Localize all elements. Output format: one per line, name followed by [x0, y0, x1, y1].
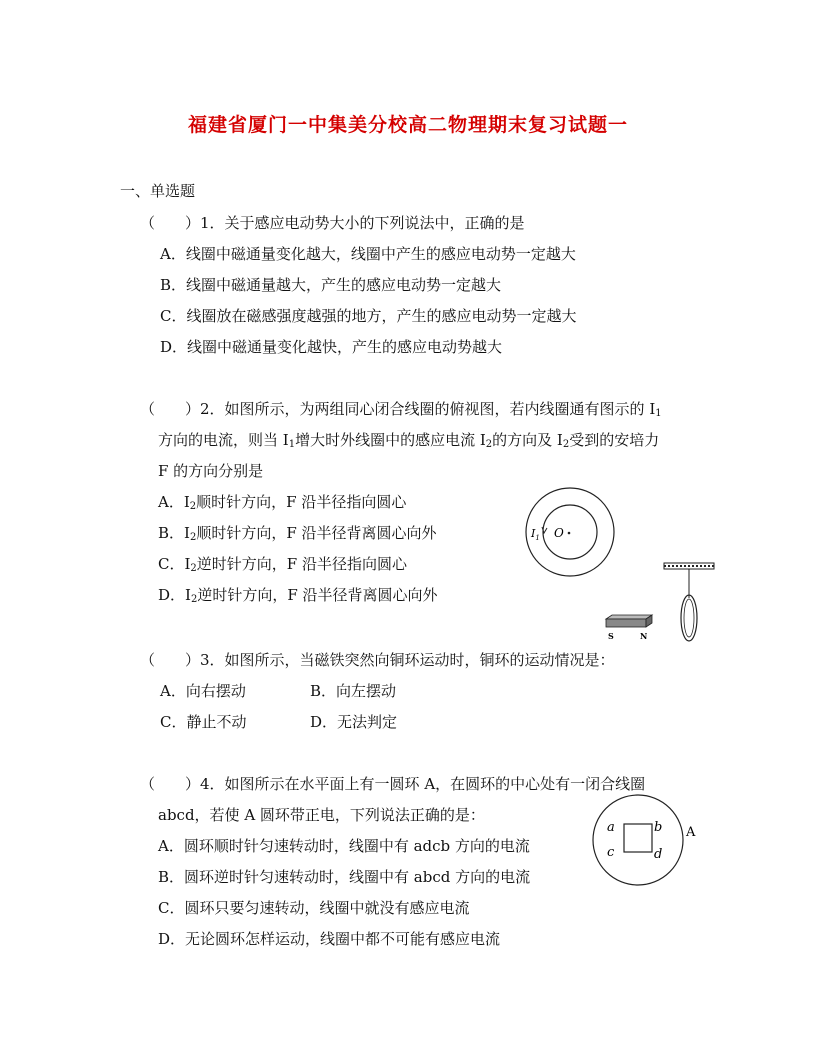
question-4-stem-line2: abcd，若使 A 圆环带正电，下列说法正确的是：: [158, 806, 485, 824]
label-b: b: [654, 820, 663, 835]
question-2-stem-line1: （ ）2．如图所示，为两组同心闭合线圈的俯视图，若内线圈通有图示的 $I_1$: [140, 400, 662, 419]
center-dot: [568, 532, 571, 535]
question-3-option-c: C．静止不动: [160, 713, 247, 731]
copper-ring: [681, 595, 697, 641]
label-s: S: [608, 631, 614, 641]
question-2-option-c: C．$I_2$逆时针方向，F 沿半径指向圆心: [158, 555, 407, 574]
question-1-option-a: A．线圈中磁通量变化越大，线圈中产生的感应电动势一定越大: [160, 245, 576, 263]
magnet-ring-figure: [600, 560, 725, 648]
question-4-option-d: D．无论圆环怎样运动，线圈中都不可能有感应电流: [158, 930, 501, 948]
copper-ring-inner: [684, 599, 694, 637]
question-1-option-d: D．线圈中磁通量变化越快，产生的感应电动势越大: [160, 338, 503, 356]
question-3-stem: （ ）3．如图所示，当磁铁突然向铜环运动时，铜环的运动情况是：: [140, 651, 615, 669]
label-a: a: [607, 820, 615, 835]
question-3-option-a: A．向右摆动: [160, 682, 246, 700]
ring-a: [593, 795, 683, 885]
question-2-stem-line3: F 的方向分别是: [158, 462, 264, 480]
magnet-top: [606, 615, 652, 619]
question-2-option-d: D．$I_2$逆时针方向，F 沿半径背离圆心向外: [158, 586, 438, 605]
question-4-option-b: B．圆环逆时针匀速转动时，线圈中有 abcd 方向的电流: [158, 868, 531, 886]
question-1-option-b: B．线圈中磁通量越大，产生的感应电动势一定越大: [160, 276, 502, 294]
label-o: O: [554, 526, 564, 540]
question-2-option-a: A．$I_2$顺时针方向，F 沿半径指向圆心: [158, 493, 407, 512]
question-4-stem: （ ）4．如图所示在水平面上有一圆环 A，在圆环的中心处有一闭合线圈: [140, 775, 646, 793]
question-3-option-b: B．向左摆动: [310, 682, 397, 700]
label-c: c: [607, 845, 615, 860]
inner-coil: [543, 505, 597, 559]
question-4-option-a: A．圆环顺时针匀速转动时，线圈中有 adcb 方向的电流: [158, 837, 530, 855]
label-d: d: [654, 847, 663, 862]
question-1-stem: （ ）1．关于感应电动势大小的下列说法中，正确的是: [140, 214, 525, 232]
ring-coil-figure: [590, 792, 700, 888]
question-2-stem-line2: 方向的电流，则当 $I_1$增大时外线圈中的感应电流 $I_2$的方向及 $I_2$受到的安培力: [158, 431, 660, 450]
section-heading: 一、单选题: [120, 182, 196, 200]
question-1-option-c: C．线圈放在磁感强度越强的地方，产生的感应电动势一定越大: [160, 307, 577, 325]
label-i1: $I_1$: [531, 527, 540, 542]
page-title: 福建省厦门一中集美分校高二物理期末复习试题一: [187, 114, 628, 136]
question-4-option-c: C．圆环只要匀速转动，线圈中就没有感应电流: [158, 899, 470, 917]
magnet-body: [606, 619, 646, 627]
label-ring-a: A: [686, 825, 696, 840]
label-n: N: [640, 631, 648, 641]
question-2-option-b: B．$I_2$顺时针方向，F 沿半径背离圆心向外: [158, 524, 437, 543]
question-3-option-d: D．无法判定: [310, 713, 398, 731]
coil-abcd: [624, 824, 652, 852]
